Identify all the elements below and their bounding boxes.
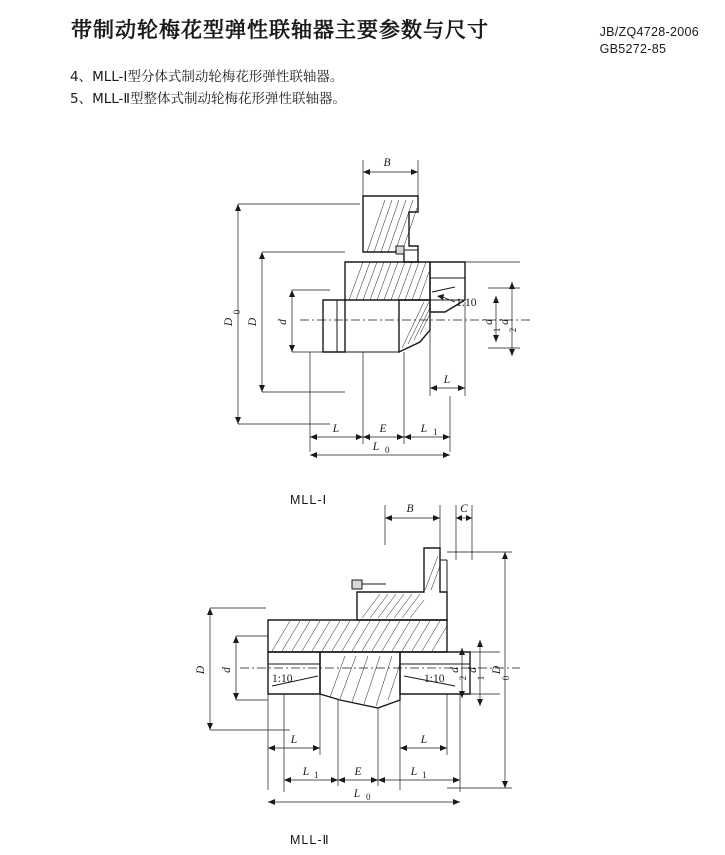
label-L-right-2: L bbox=[420, 734, 428, 746]
arrow bbox=[477, 699, 483, 706]
label-D: D bbox=[247, 317, 259, 327]
arrow bbox=[430, 385, 437, 391]
arrow bbox=[207, 723, 213, 730]
drum-hatching-2 bbox=[362, 556, 440, 618]
label-taper-left: 1:10 bbox=[272, 673, 293, 685]
page-title: 带制动轮梅花型弹性联轴器主要参数与尺寸 bbox=[71, 18, 489, 42]
arrow bbox=[207, 608, 213, 615]
arrow bbox=[356, 434, 363, 440]
arrow bbox=[313, 745, 320, 751]
label-L-left-2: L bbox=[290, 734, 298, 746]
arrow bbox=[453, 777, 460, 783]
arrow bbox=[363, 434, 370, 440]
label-taper-1-10: 1:10 bbox=[456, 297, 477, 309]
flange-upper bbox=[345, 262, 430, 300]
label-taper-right: 1:10 bbox=[424, 673, 445, 685]
label-L0: L bbox=[372, 441, 380, 453]
arrow bbox=[466, 515, 472, 521]
arrow bbox=[310, 452, 317, 458]
label-D0-2-sub: 0 bbox=[501, 675, 511, 681]
label-D0-2: D bbox=[491, 665, 503, 675]
label-D-2: D bbox=[195, 665, 207, 675]
standard-line-1: JB/ZQ4728-2006 bbox=[599, 25, 699, 39]
arrow bbox=[411, 169, 418, 175]
arrow bbox=[502, 552, 508, 559]
elastic-hatching bbox=[402, 302, 430, 348]
label-L1-sub: 1 bbox=[433, 427, 438, 437]
label-L-left: L bbox=[332, 423, 340, 435]
label-B: B bbox=[383, 157, 391, 169]
arrow bbox=[433, 515, 440, 521]
arrow bbox=[331, 777, 338, 783]
label-L0-sub: 0 bbox=[385, 445, 390, 455]
arrow bbox=[259, 252, 265, 259]
label-d2-2-sub: 2 bbox=[458, 675, 468, 681]
label-L1: L bbox=[420, 423, 428, 435]
bolt-head-2 bbox=[352, 580, 362, 589]
arrow bbox=[440, 745, 447, 751]
arrow bbox=[235, 204, 241, 211]
figure-1-caption: MLL-Ⅰ bbox=[290, 493, 328, 507]
arrow bbox=[502, 781, 508, 788]
figure-mll-2 bbox=[195, 503, 520, 805]
label-C: C bbox=[460, 503, 468, 515]
arrow bbox=[385, 515, 392, 521]
label-L1-right-2: L bbox=[410, 766, 418, 778]
figure-2-caption: MLL-Ⅱ bbox=[290, 833, 330, 847]
arrow bbox=[371, 777, 378, 783]
body-hatching-2 bbox=[272, 621, 447, 651]
label-B-2: B bbox=[406, 503, 414, 515]
figure-mll-1 bbox=[223, 157, 530, 458]
arrow bbox=[443, 452, 450, 458]
label-L1-left-2-sub: 1 bbox=[314, 770, 319, 780]
label-D0-sub: 0 bbox=[232, 309, 242, 315]
label-E: E bbox=[379, 423, 387, 435]
arrow bbox=[509, 349, 515, 356]
label-d: d bbox=[277, 319, 289, 325]
arrow bbox=[456, 515, 462, 521]
label-L1-left-2: L bbox=[302, 766, 310, 778]
note-item: 5、MLL-Ⅱ型整体式制动轮梅花形弹性联轴器。 bbox=[70, 91, 347, 107]
note-item: 4、MLL-Ⅰ型分体式制动轮梅花形弹性联轴器。 bbox=[70, 69, 344, 85]
star-hatching-2 bbox=[330, 656, 400, 706]
arrow bbox=[453, 799, 460, 805]
left-hub bbox=[323, 300, 345, 352]
taper-line bbox=[432, 287, 455, 292]
label-d1: d bbox=[483, 319, 495, 325]
label-L-right: L bbox=[443, 374, 451, 386]
label-E-2: E bbox=[354, 766, 362, 778]
arrow bbox=[477, 640, 483, 647]
arrow bbox=[259, 385, 265, 392]
label-L0-2-sub: 0 bbox=[366, 792, 371, 802]
arrow bbox=[493, 335, 499, 342]
arrow bbox=[458, 385, 465, 391]
arrow bbox=[268, 799, 275, 805]
arrow bbox=[284, 777, 291, 783]
label-L0-2: L bbox=[353, 788, 361, 800]
label-d2-sub: 2 bbox=[508, 327, 518, 333]
label-D0: D bbox=[223, 317, 235, 327]
label-d1-2: d bbox=[467, 667, 479, 673]
arrow bbox=[443, 434, 450, 440]
arrow bbox=[235, 417, 241, 424]
arrow bbox=[233, 693, 239, 700]
label-d2: d bbox=[499, 319, 511, 325]
arrow bbox=[233, 636, 239, 643]
arrow bbox=[400, 745, 407, 751]
label-d2-2: d bbox=[449, 667, 461, 673]
arrow bbox=[509, 282, 515, 289]
arrow bbox=[289, 290, 295, 297]
label-L1-right-2-sub: 1 bbox=[422, 770, 427, 780]
arrow bbox=[268, 745, 275, 751]
arrow bbox=[404, 434, 411, 440]
arrow bbox=[378, 777, 385, 783]
arrow bbox=[310, 434, 317, 440]
label-d1-2-sub: 1 bbox=[476, 675, 486, 681]
label-d1-sub: 1 bbox=[492, 327, 502, 333]
arrow bbox=[338, 777, 345, 783]
standard-line-2: GB5272-85 bbox=[599, 42, 667, 56]
arrow bbox=[363, 169, 370, 175]
flange-hatching bbox=[349, 262, 429, 300]
arrow bbox=[289, 345, 295, 352]
arrow bbox=[397, 434, 404, 440]
arrow bbox=[437, 294, 444, 300]
arrow bbox=[493, 296, 499, 303]
bolt-head bbox=[396, 246, 404, 254]
label-d-2: d bbox=[221, 667, 233, 673]
